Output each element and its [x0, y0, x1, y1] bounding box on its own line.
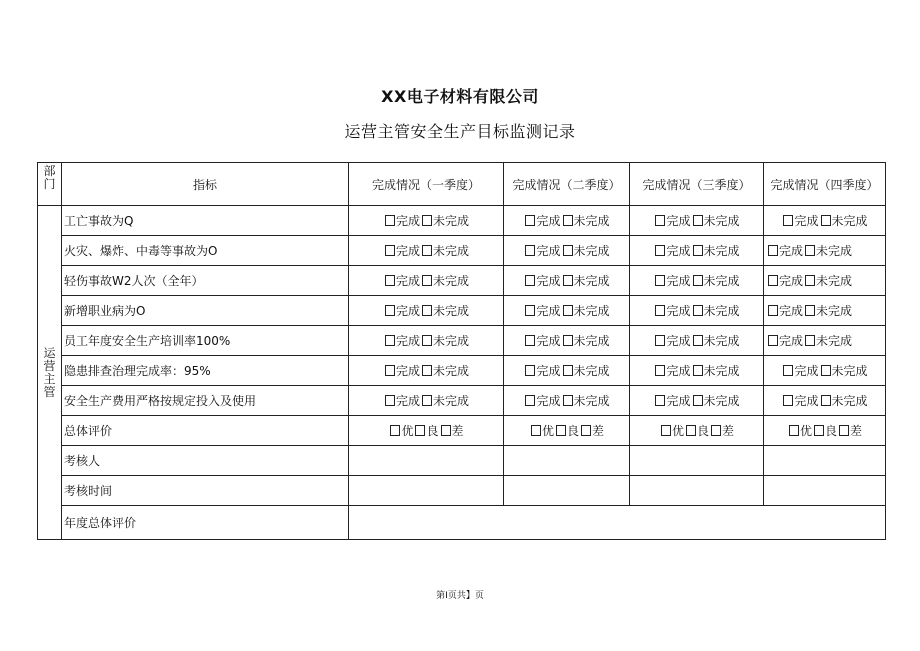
checkbox-icon[interactable]	[563, 275, 573, 286]
assess-time-row-input-q2[interactable]	[504, 476, 630, 506]
dept-header: 部门	[38, 163, 62, 206]
checkbox-icon[interactable]	[693, 305, 703, 316]
checkbox-icon[interactable]	[525, 365, 535, 376]
option-bad: 差	[451, 424, 464, 438]
status-cell-q1	[349, 266, 504, 296]
option-undone: 未完成	[816, 334, 853, 348]
monitoring-table	[37, 162, 886, 540]
status-cell-q4	[764, 206, 886, 236]
checkbox-icon[interactable]	[422, 305, 432, 316]
checkbox-icon[interactable]	[563, 365, 573, 376]
checkbox-icon[interactable]	[441, 425, 451, 436]
checkbox-icon[interactable]	[693, 275, 703, 286]
option-undone: 未完成	[816, 274, 853, 288]
option-undone: 未完成	[573, 334, 610, 348]
table-row	[38, 356, 886, 386]
option-undone: 未完成	[433, 244, 470, 258]
evaluation-label: 总体评价	[62, 416, 349, 446]
option-good: 优	[401, 424, 414, 438]
option-done: 完成	[395, 214, 420, 228]
option-undone: 未完成	[816, 304, 853, 318]
status-cell-q2	[504, 236, 630, 266]
option-undone: 未完成	[831, 364, 868, 378]
option-undone: 未完成	[573, 394, 610, 408]
option-ok: 良	[824, 424, 837, 438]
checkbox-icon[interactable]	[686, 425, 696, 436]
status-cell-q1	[349, 206, 504, 236]
option-done: 完成	[779, 304, 804, 318]
option-undone: 未完成	[703, 274, 740, 288]
checkbox-icon[interactable]	[655, 275, 665, 286]
assessor-row-input-q4[interactable]	[764, 446, 886, 476]
checkbox-icon[interactable]	[768, 245, 778, 256]
option-done: 完成	[395, 364, 420, 378]
checkbox-icon[interactable]	[563, 395, 573, 406]
option-undone: 未完成	[703, 364, 740, 378]
option-undone: 未完成	[703, 244, 740, 258]
checkbox-icon[interactable]	[783, 365, 793, 376]
document-title: 运营主管安全生产目标监测记录	[344, 122, 576, 141]
checkbox-icon[interactable]	[525, 245, 535, 256]
checkbox-icon[interactable]	[805, 335, 815, 346]
checkbox-icon[interactable]	[385, 215, 395, 226]
checkbox-icon[interactable]	[422, 215, 432, 226]
assessor-row-input-q1[interactable]	[349, 446, 504, 476]
option-done: 完成	[395, 334, 420, 348]
assess-time-row-input-q4[interactable]	[764, 476, 886, 506]
option-done: 完成	[395, 244, 420, 258]
assessor-row-label: 考核人	[62, 446, 349, 476]
assess-time-row	[38, 476, 886, 506]
option-done: 完成	[536, 364, 561, 378]
status-cell-q4	[764, 326, 886, 356]
evaluation-cell-q4	[764, 416, 886, 446]
option-done: 完成	[666, 394, 691, 408]
checkbox-icon[interactable]	[525, 215, 535, 226]
company-name: XX电子材料有限公司	[381, 87, 539, 106]
q1-header: 完成情况（一季度）	[349, 163, 504, 206]
checkbox-icon[interactable]	[385, 275, 395, 286]
evaluation-cell-q1	[349, 416, 504, 446]
checkbox-icon[interactable]	[711, 425, 721, 436]
checkbox-icon[interactable]	[525, 395, 535, 406]
option-undone: 未完成	[703, 334, 740, 348]
option-done: 完成	[536, 304, 561, 318]
checkbox-icon[interactable]	[655, 335, 665, 346]
option-bad: 差	[850, 424, 863, 438]
checkbox-icon[interactable]	[655, 395, 665, 406]
option-undone: 未完成	[433, 394, 470, 408]
option-ok: 良	[566, 424, 579, 438]
checkbox-icon[interactable]	[655, 365, 665, 376]
option-good: 优	[541, 424, 554, 438]
checkbox-icon[interactable]	[415, 425, 425, 436]
status-cell-q1	[349, 296, 504, 326]
status-cell-q4	[764, 356, 886, 386]
status-cell-q3	[630, 326, 764, 356]
checkbox-icon[interactable]	[422, 245, 432, 256]
option-done: 完成	[395, 304, 420, 318]
checkbox-icon[interactable]	[525, 275, 535, 286]
status-cell-q1	[349, 236, 504, 266]
option-done: 完成	[536, 334, 561, 348]
option-undone: 未完成	[573, 244, 610, 258]
checkbox-icon[interactable]	[693, 335, 703, 346]
status-cell-q2	[504, 266, 630, 296]
indicator-header: 指标	[62, 163, 349, 206]
status-cell-q4	[764, 236, 886, 266]
checkbox-icon[interactable]	[385, 245, 395, 256]
table-row	[38, 326, 886, 356]
checkbox-icon[interactable]	[390, 425, 400, 436]
checkbox-icon[interactable]	[783, 215, 793, 226]
option-undone: 未完成	[573, 274, 610, 288]
option-done: 完成	[794, 364, 819, 378]
assessor-row-input-q2[interactable]	[504, 446, 630, 476]
table-row	[38, 386, 886, 416]
checkbox-icon[interactable]	[655, 245, 665, 256]
indicator-cell: 员工年度安全生产培训率100%	[62, 326, 349, 356]
status-cell-q3	[630, 386, 764, 416]
checkbox-icon[interactable]	[531, 425, 541, 436]
dept-cell: 运营主管	[38, 206, 62, 540]
option-ok: 良	[696, 424, 709, 438]
assess-time-row-input-q1[interactable]	[349, 476, 504, 506]
checkbox-icon[interactable]	[655, 305, 665, 316]
option-good: 优	[671, 424, 684, 438]
status-cell-q4	[764, 386, 886, 416]
status-cell-q3	[630, 266, 764, 296]
checkbox-icon[interactable]	[385, 305, 395, 316]
header-row	[38, 163, 886, 206]
checkbox-icon[interactable]	[422, 395, 432, 406]
checkbox-icon[interactable]	[693, 245, 703, 256]
checkbox-icon[interactable]	[563, 245, 573, 256]
checkbox-icon[interactable]	[821, 395, 831, 406]
checkbox-icon[interactable]	[693, 215, 703, 226]
status-cell-q4	[764, 266, 886, 296]
option-done: 完成	[666, 304, 691, 318]
option-done: 完成	[536, 244, 561, 258]
checkbox-icon[interactable]	[563, 215, 573, 226]
checkbox-icon[interactable]	[805, 305, 815, 316]
status-cell-q1	[349, 326, 504, 356]
option-undone: 未完成	[816, 244, 853, 258]
option-done: 完成	[779, 244, 804, 258]
option-undone: 未完成	[831, 214, 868, 228]
table-row	[38, 206, 886, 236]
option-undone: 未完成	[433, 274, 470, 288]
indicator-cell: 轻伤事故W2人次（全年）	[62, 266, 349, 296]
status-cell-q1	[349, 356, 504, 386]
option-undone: 未完成	[433, 214, 470, 228]
option-undone: 未完成	[433, 364, 470, 378]
table-row	[38, 236, 886, 266]
annual-eval-label: 年度总体评价	[62, 506, 349, 540]
option-undone: 未完成	[573, 304, 610, 318]
status-cell-q3	[630, 296, 764, 326]
option-undone: 未完成	[703, 304, 740, 318]
evaluation-cell-q2	[504, 416, 630, 446]
indicator-cell: 隐患排查治理完成率：95%	[62, 356, 349, 386]
status-cell-q2	[504, 326, 630, 356]
option-undone: 未完成	[573, 214, 610, 228]
option-undone: 未完成	[573, 364, 610, 378]
assess-time-row-label: 考核时间	[62, 476, 349, 506]
indicator-cell: 火灾、爆炸、中毒等事故为O	[62, 236, 349, 266]
checkbox-icon[interactable]	[563, 335, 573, 346]
checkbox-icon[interactable]	[581, 425, 591, 436]
option-done: 完成	[794, 214, 819, 228]
checkbox-icon[interactable]	[693, 365, 703, 376]
option-undone: 未完成	[433, 334, 470, 348]
option-bad: 差	[722, 424, 735, 438]
option-done: 完成	[395, 274, 420, 288]
option-ok: 良	[426, 424, 439, 438]
status-cell-q2	[504, 356, 630, 386]
checkbox-icon[interactable]	[661, 425, 671, 436]
checkbox-icon[interactable]	[655, 215, 665, 226]
annual-eval-row	[38, 506, 886, 540]
checkbox-icon[interactable]	[422, 335, 432, 346]
option-done: 完成	[536, 214, 561, 228]
assess-time-row-input-q3[interactable]	[630, 476, 764, 506]
option-bad: 差	[592, 424, 605, 438]
checkbox-icon[interactable]	[768, 305, 778, 316]
annual-eval-input[interactable]	[349, 506, 886, 540]
checkbox-icon[interactable]	[422, 365, 432, 376]
status-cell-q3	[630, 206, 764, 236]
option-done: 完成	[779, 334, 804, 348]
status-cell-q4	[764, 296, 886, 326]
option-undone: 未完成	[703, 214, 740, 228]
checkbox-icon[interactable]	[563, 305, 573, 316]
q4-header: 完成情况（四季度）	[764, 163, 886, 206]
indicator-cell: 工亡事故为Q	[62, 206, 349, 236]
checkbox-icon[interactable]	[693, 395, 703, 406]
indicator-cell: 新增职业病为O	[62, 296, 349, 326]
assessor-row	[38, 446, 886, 476]
checkbox-icon[interactable]	[385, 395, 395, 406]
option-done: 完成	[666, 364, 691, 378]
option-done: 完成	[779, 274, 804, 288]
checkbox-icon[interactable]	[839, 425, 849, 436]
assessor-row-input-q3[interactable]	[630, 446, 764, 476]
checkbox-icon[interactable]	[821, 365, 831, 376]
checkbox-icon[interactable]	[805, 275, 815, 286]
status-cell-q2	[504, 296, 630, 326]
status-cell-q3	[630, 236, 764, 266]
status-cell-q2	[504, 386, 630, 416]
status-cell-q3	[630, 356, 764, 386]
option-done: 完成	[536, 394, 561, 408]
checkbox-icon[interactable]	[556, 425, 566, 436]
q2-header: 完成情况（二季度）	[504, 163, 630, 206]
checkbox-icon[interactable]	[768, 335, 778, 346]
option-done: 完成	[666, 274, 691, 288]
option-done: 完成	[666, 244, 691, 258]
status-cell-q2	[504, 206, 630, 236]
option-done: 完成	[395, 394, 420, 408]
checkbox-icon[interactable]	[422, 275, 432, 286]
option-undone: 未完成	[831, 394, 868, 408]
option-undone: 未完成	[703, 394, 740, 408]
table-row	[38, 296, 886, 326]
checkbox-icon[interactable]	[525, 305, 535, 316]
option-undone: 未完成	[433, 304, 470, 318]
checkbox-icon[interactable]	[783, 395, 793, 406]
checkbox-icon[interactable]	[805, 245, 815, 256]
checkbox-icon[interactable]	[385, 335, 395, 346]
status-cell-q1	[349, 386, 504, 416]
option-done: 完成	[794, 394, 819, 408]
evaluation-row	[38, 416, 886, 446]
option-good: 优	[799, 424, 812, 438]
checkbox-icon[interactable]	[789, 425, 799, 436]
option-done: 完成	[666, 214, 691, 228]
checkbox-icon[interactable]	[768, 275, 778, 286]
indicator-cell: 安全生产费用严格按规定投入及使用	[62, 386, 349, 416]
checkbox-icon[interactable]	[525, 335, 535, 346]
option-done: 完成	[536, 274, 561, 288]
checkbox-icon[interactable]	[821, 215, 831, 226]
q3-header: 完成情况（三季度）	[630, 163, 764, 206]
checkbox-icon[interactable]	[814, 425, 824, 436]
option-done: 完成	[666, 334, 691, 348]
table-row	[38, 266, 886, 296]
page-footer: 第I页共】页	[436, 591, 484, 601]
checkbox-icon[interactable]	[385, 365, 395, 376]
evaluation-cell-q3	[630, 416, 764, 446]
